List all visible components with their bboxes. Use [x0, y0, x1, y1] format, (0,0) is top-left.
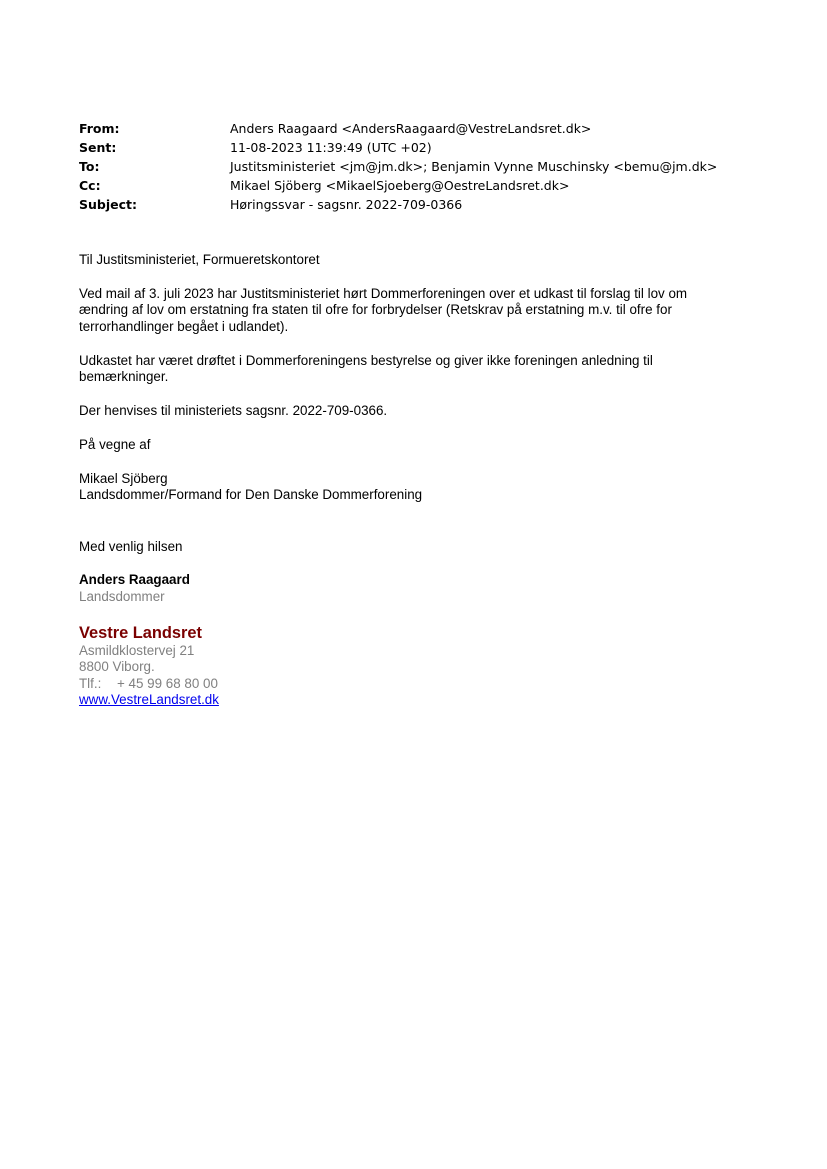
paragraph-2-line-1: Udkastet har været drøftet i Dommerforeningens bestyrelse og giver ikke foreningen anledning til	[79, 352, 653, 368]
sent-row	[79, 138, 779, 157]
phone-value: + 45 99 68 80 00	[117, 675, 218, 691]
salutation: Til Justitsministeriet, Formueretskontoret	[79, 252, 320, 267]
signer-title: Landsdommer/Formand for Den Danske Dommerforening	[79, 487, 423, 503]
sent-label: Sent:	[79, 140, 117, 155]
from-value: Anders Raagaard <AndersRaagaard@VestreLandsret.dk>	[230, 121, 592, 136]
paragraph-1	[79, 286, 739, 335]
to-row	[79, 157, 779, 176]
email-header	[79, 119, 779, 214]
sender-title: Landsdommer	[79, 588, 165, 604]
sent-value: 11-08-2023 11:39:49 (UTC +02)	[230, 140, 432, 155]
court-name: Vestre Landsret	[79, 623, 202, 642]
cc-row	[79, 176, 779, 195]
website-link[interactable]: www.VestreLandsret.dk	[79, 692, 219, 707]
on-behalf-of: På vegne af	[79, 436, 151, 452]
cc-value: Mikael Sjöberg <MikaelSjoeberg@OestreLandsret.dk>	[230, 178, 570, 193]
cc-label: Cc:	[79, 178, 101, 193]
subject-value: Høringssvar - sagsnr. 2022-709-0366	[230, 197, 463, 212]
sender-name: Anders Raagaard	[79, 572, 190, 588]
to-label: To:	[79, 159, 100, 174]
paragraph-1-line-1: Ved mail af 3. juli 2023 har Justitsministeriet hørt Dommerforeningen over et udkast til forslag til lov om	[79, 285, 688, 301]
court-phone	[79, 676, 739, 692]
subject-row	[79, 195, 779, 214]
phone-label: Tlf.:	[79, 675, 102, 691]
from-row	[79, 119, 779, 138]
closing: Med venlig hilsen	[79, 538, 183, 554]
from-label: From:	[79, 121, 120, 136]
paragraph-2	[79, 353, 739, 386]
to-value: Justitsministeriet <jm@jm.dk>; Benjamin Vynne Muschinsky <bemu@jm.dk>	[230, 159, 718, 174]
signer-name: Mikael Sjöberg	[79, 470, 168, 486]
subject-label: Subject:	[79, 197, 137, 212]
paragraph-2-line-2: bemærkninger.	[79, 369, 169, 385]
paragraph-1-line-3: terrorhandlinger begået i udlandet).	[79, 318, 289, 334]
paragraph-1-line-2: ændring af lov om erstatning fra staten til ofre for forbrydelser (Retskrav på erstatning m.v. til ofre for	[79, 302, 672, 318]
website-row	[79, 692, 739, 708]
email-body	[79, 252, 739, 708]
court-street: Asmildklostervej 21	[79, 642, 195, 658]
paragraph-3: Der henvises til ministeriets sagsnr. 2022-709-0366.	[79, 402, 388, 418]
court-city: 8800 Viborg.	[79, 659, 155, 675]
